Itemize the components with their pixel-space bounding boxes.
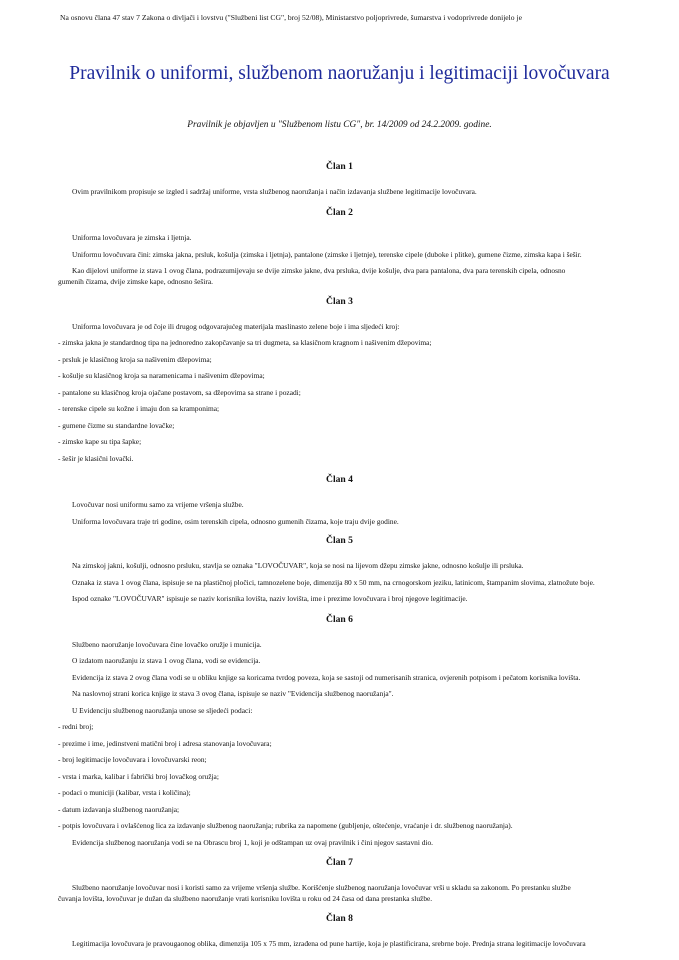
article-3-list-item: - košulje su klasičnog kroja sa naramenicama i našivenim džepovima; bbox=[58, 371, 265, 380]
article-3-paragraph: Uniforma lovočuvara je od čoje ili drugog odgovarajućeg materijala maslinasto zelene boje i ima sljedeći kroj: bbox=[72, 322, 400, 331]
article-4-paragraph: Uniforma lovočuvara traje tri godine, osim terenskih cipela, odnosno gumenih čizama, koje traju dvije godine. bbox=[72, 517, 399, 526]
article-1-heading: Član 1 bbox=[326, 161, 353, 172]
article-6-list-item: - podaci o municiji (kalibar, vrsta i količina); bbox=[58, 788, 191, 797]
article-2-paragraph: Uniforma lovočuvara je zimska i ljetnja. bbox=[72, 233, 192, 242]
article-7-paragraph: Službeno naoružanje lovočuvar nosi i koristi samo za vrijeme vršenja službe. Korišćenje službenog naoružanja lovočuvar vrši u skladu sa zakonom. Po prestanku službe bbox=[72, 883, 571, 892]
publication-note: Pravilnik je objavljen u "Službenom listu CG", br. 14/2009 od 24.2.2009. godine. bbox=[187, 120, 492, 130]
article-4-heading: Član 4 bbox=[326, 474, 353, 485]
article-6-paragraph: Evidencija službenog naoružanja vodi se na Obrascu broj 1, koji je odštampan uz ovaj pravilnik i čini njegov sastavni dio. bbox=[72, 838, 434, 847]
article-5-paragraph: Na zimskoj jakni, košulji, odnosno prsluku, stavlja se oznaka "LOVOČUVAR", koja se nosi na lijevom džepu zimske jakne, odnosno košulje ili prsluka. bbox=[72, 561, 524, 570]
article-6-paragraph: Službeno naoružanje lovočuvara čine lovačko oružje i municija. bbox=[72, 640, 262, 649]
article-3-list-item: - gumene čizme su standardne lovačke; bbox=[58, 421, 175, 430]
article-3-list-item: - pantalone su klasičnog kroja ojačane postavom, sa džepovima sa strane i pozadi; bbox=[58, 388, 301, 397]
article-3-list-item: - prsluk je klasičnog kroja sa našivenim džepovima; bbox=[58, 355, 212, 364]
article-2-heading: Član 2 bbox=[326, 207, 353, 218]
article-6-heading: Član 6 bbox=[326, 614, 353, 625]
article-3-heading: Član 3 bbox=[326, 296, 353, 307]
article-3-list-item: - terenske cipele su kožne i imaju đon sa kramponima; bbox=[58, 404, 220, 413]
article-3-list-item: - zimske kape su tipa šapke; bbox=[58, 437, 142, 446]
article-6-paragraph: O izdatom naoružanju iz stava 1 ovog člana, vodi se evidencija. bbox=[72, 656, 261, 665]
article-6-list-item: - vrsta i marka, kalibar i fabrički broj lovačkog oružja; bbox=[58, 772, 219, 781]
article-5-heading: Član 5 bbox=[326, 535, 353, 546]
article-8-heading: Član 8 bbox=[326, 913, 353, 924]
article-5-paragraph: Oznaka iz stava 1 ovog člana, ispisuje se na plastičnoj pločici, tamnozelene boje, dimenzija 80 x 50 mm, na crnogorskom jeziku, latinicom, štampanim slovima, zlatnožute boje. bbox=[72, 578, 595, 587]
article-1-paragraph: Ovim pravilnikom propisuje se izgled i sadržaj uniforme, vrsta službenog naoružanja i način izdavanja službene legitimacije lovočuvara. bbox=[72, 187, 477, 196]
article-3-list-item: - šešir je klasični lovački. bbox=[58, 454, 134, 463]
article-6-list-item: - prezime i ime, jedinstveni matični broj i adresa stanovanja lovočuvara; bbox=[58, 739, 272, 748]
article-8-paragraph: Legitimacija lovočuvara je pravougaonog oblika, dimenzija 105 x 75 mm, izrađena od pune hartije, koja je plastificirana, srebrne boje. Prednja strana legitimacije lovočuvara bbox=[72, 939, 586, 948]
article-6-paragraph: Evidencija iz stava 2 ovog člana vodi se u obliku knjige sa koricama tvrdog poveza, koja se sastoji od numerisanih stranica, ovjerenih potpisom i pečatom korisnika lovišta. bbox=[72, 673, 581, 682]
article-6-list-item: - potpis lovočuvara i ovlašćenog lica za izdavanje službenog naoružanja; rubrika za napomene (gubljenje, oštećenje, vraćanje i dr. službenog naoružanja). bbox=[58, 821, 513, 830]
article-4-paragraph: Lovočuvar nosi uniformu samo za vrijeme vršenja službe. bbox=[72, 500, 244, 509]
article-5-paragraph: Ispod oznake "LOVOČUVAR" ispisuje se naziv korisnika lovišta, naziv lovišta, ime i prezime lovočuvara i broj njegove legitimacije. bbox=[72, 594, 468, 603]
article-2-paragraph: Kao dijelovi uniforme iz stava 1 ovog člana, podrazumijevaju se dvije zimske jakne, dva prsluka, dvije košulje, dva para pantalona, dva para terenskih cipela, odnosno bbox=[72, 266, 566, 275]
article-6-paragraph: U Evidenciju službenog naoružanja unose se sljedeći podaci: bbox=[72, 706, 253, 715]
article-6-list-item: - broj legitimacije lovočuvara i lovočuvarski reon; bbox=[58, 755, 207, 764]
article-7-paragraph-continued: čuvanja lovišta, lovočuvar je dužan da službeno naoružanje vrati korisniku lovišta u roku od 24 časa od dana prestanka službe. bbox=[58, 894, 433, 903]
article-6-list-item: - datum izdavanja službenog naoružanja; bbox=[58, 805, 180, 814]
article-6-list-item: - redni broj; bbox=[58, 722, 94, 731]
article-6-paragraph: Na naslovnoj strani korica knjige iz stava 3 ovog člana, ispisuje se naziv "Evidencija službenog naoružanja". bbox=[72, 689, 394, 698]
intro-text: Na osnovu člana 47 stav 7 Zakona o divljači i lovstvu ("Službeni list CG", broj 52/08), Ministarstvo poljoprivrede, šumarstva i vodoprivrede donijelo je bbox=[60, 13, 522, 22]
article-2-paragraph: Uniformu lovočuvara čini: zimska jakna, prsluk, košulja (zimska i ljetnja), pantalone (zimske i ljetnje), terenske cipele (duboke i plitke), gumene čizme, zimska kapa i šešir. bbox=[72, 250, 582, 259]
article-2-paragraph-continued: gumenih čizama, dvije zimske kape, odnosno šešira. bbox=[58, 277, 213, 286]
article-7-heading: Član 7 bbox=[326, 857, 353, 868]
article-3-list-item: - zimska jakna je standardnog tipa na jednoredno zakopčavanje sa tri dugmeta, sa klasičnom kragnom i našivenim džepovima; bbox=[58, 338, 432, 347]
document-title: Pravilnik o uniformi, službenom naoružanju i legitimaciji lovočuvara bbox=[69, 63, 610, 85]
